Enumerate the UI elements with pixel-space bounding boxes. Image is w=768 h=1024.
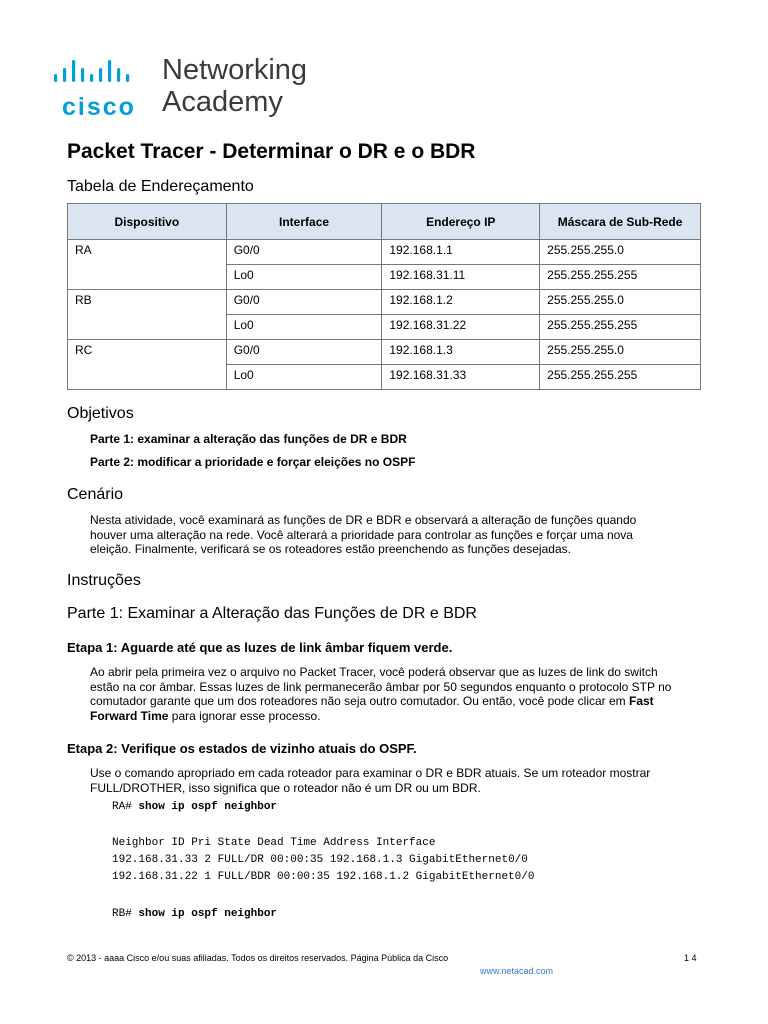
objective-item: Parte 2: modificar a prioridade e forçar eleições no OSPF (90, 455, 416, 469)
code-command-line (112, 908, 277, 920)
table-cell: 192.168.1.1 (382, 240, 540, 265)
table-cell: 255.255.255.0 (540, 240, 701, 265)
step1-line (90, 694, 710, 709)
table-row (68, 365, 701, 390)
netacad-link[interactable]: www.netacad.com (480, 966, 554, 976)
table-cell: 255.255.255.255 (540, 365, 701, 390)
table-cell: G0/0 (226, 340, 382, 365)
table-cell: 255.255.255.0 (540, 340, 701, 365)
addressing-table (67, 203, 701, 390)
scenario-paragraph (90, 513, 710, 557)
table-cell (68, 315, 227, 340)
page-title: Packet Tracer - Determinar o DR e o BDR (67, 140, 476, 163)
step2-paragraph (90, 766, 710, 795)
table-cell: 255.255.255.255 (540, 265, 701, 290)
step1-line (90, 709, 710, 724)
column-header: Máscara de Sub-Rede (540, 204, 701, 240)
logo-line-networking: Networking (162, 54, 308, 86)
table-cell: 255.255.255.0 (540, 290, 701, 315)
step2-line: Use o comando apropriado em cada roteador para examinar o DR e BDR atuais. Se um roteador mostrar (90, 766, 651, 780)
step1-line: estão na cor âmbar. Essas luzes de link permanecerão âmbar por 50 segundos enquanto o protocolo STP no (90, 679, 672, 694)
table-cell: G0/0 (226, 240, 382, 265)
table-row (68, 315, 701, 340)
table-row (68, 290, 701, 315)
cli-command: show ip ospf neighbor (131, 908, 278, 920)
column-header: Interface (226, 204, 382, 240)
cisco-bars-icon (54, 60, 154, 92)
cli-command: show ip ospf neighbor (131, 801, 278, 813)
step1-paragraph (90, 665, 710, 723)
table-cell: 192.168.31.33 (382, 365, 540, 390)
copyright-footer: © 2013 - aaaa Cisco e/ou suas afiliadas. Todos os direitos reservados. Página Pública da Cisco (67, 953, 449, 963)
table-row (68, 340, 701, 365)
table-cell: RC (68, 340, 227, 365)
step2-heading: Etapa 2: Verifique os estados de vizinho atuais do OSPF. (67, 741, 417, 756)
cisco-networking-academy-logo (48, 40, 308, 132)
router-prompt: RA# (112, 801, 132, 813)
code-output-row: 192.168.31.33 2 FULL/DR 00:00:35 192.168.1.3 GigabitEthernet0/0 (112, 854, 528, 866)
table-cell: 192.168.31.22 (382, 315, 540, 340)
table-row (68, 265, 701, 290)
table-cell: 192.168.31.11 (382, 265, 540, 290)
code-output-row: 192.168.31.22 1 FULL/BDR 00:00:35 192.168.1.2 GigabitEthernet0/0 (112, 871, 535, 883)
cisco-wordmark: cisco (62, 93, 136, 121)
router-prompt: RB# (112, 908, 132, 920)
table-cell: 255.255.255.255 (540, 315, 701, 340)
table-header-row (68, 204, 701, 240)
table-cell (68, 365, 227, 390)
addressing-table-heading: Tabela de Endereçamento (67, 178, 254, 195)
table-cell (68, 265, 227, 290)
table-row (68, 240, 701, 265)
scenario-line: houver uma alteração na rede. Você alterará a prioridade para controlar as funções e forçar uma nova (90, 527, 633, 542)
step2-line: FULL/DROTHER, isso significa que o roteador não é um DR ou um BDR. (90, 780, 481, 795)
objectives-heading: Objetivos (67, 405, 134, 422)
scenario-line: Nesta atividade, você examinará as funções de DR e BDR e observará a alteração de funções quando (90, 513, 637, 527)
step1-heading: Etapa 1: Aguarde até que as luzes de link âmbar fiquem verde. (67, 640, 453, 655)
logo-line-academy: Academy (162, 86, 283, 118)
table-cell: Lo0 (226, 315, 382, 340)
column-header: Dispositivo (68, 204, 227, 240)
part1-heading: Parte 1: Examinar a Alteração das Funções de DR e BDR (67, 605, 477, 622)
page-number: 1 4 (684, 953, 697, 963)
column-header: Endereço IP (382, 204, 540, 240)
step1-line: Ao abrir pela primeira vez o arquivo no Packet Tracer, você poderá observar que as luzes de link do switch (90, 665, 658, 679)
table-cell: G0/0 (226, 290, 382, 315)
step1-line-text: para ignorar esse processo. (168, 708, 321, 723)
scenario-line: eleição. Finalmente, verificará se os roteadores estão preenchendo as funções desejadas. (90, 542, 571, 556)
fast-forward-label: Forward Time (90, 708, 169, 723)
instructions-heading: Instruções (67, 572, 141, 589)
table-cell: 192.168.1.3 (382, 340, 540, 365)
scenario-heading: Cenário (67, 486, 124, 503)
fast-forward-label: Fast (629, 694, 654, 708)
table-cell: Lo0 (226, 265, 382, 290)
objective-item: Parte 1: examinar a alteração das funções de DR e BDR (90, 432, 407, 446)
step1-line-text: comutador garante que um dos roteadores não seja outro comutador. Ou então, você pode clicar em (90, 694, 626, 708)
table-cell: RA (68, 240, 227, 265)
code-command-line (112, 801, 277, 813)
table-cell: RB (68, 290, 227, 315)
table-cell: 192.168.1.2 (382, 290, 540, 315)
code-output-header: Neighbor ID Pri State Dead Time Address Interface (112, 837, 436, 849)
table-cell: Lo0 (226, 365, 382, 390)
